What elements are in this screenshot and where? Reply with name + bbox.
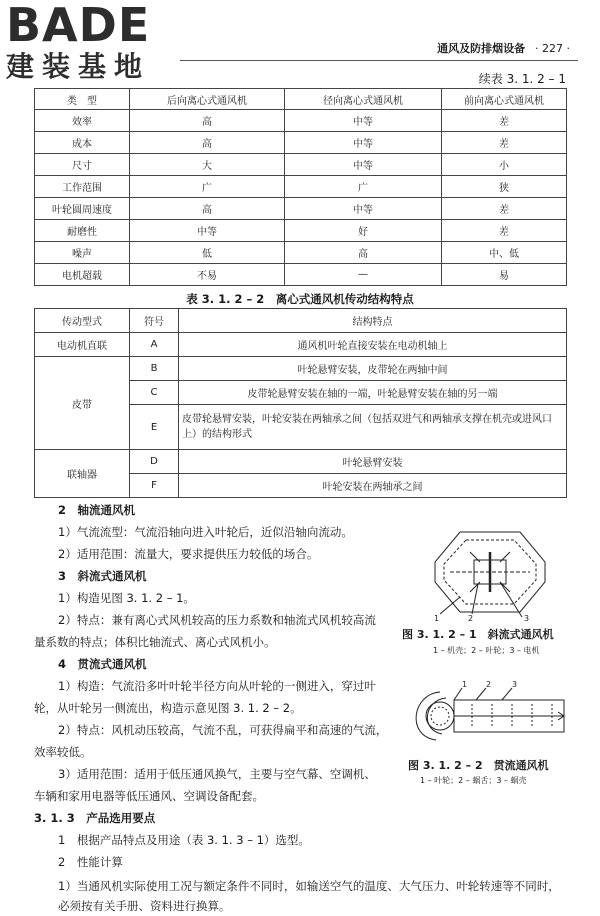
table-cell: 中等: [285, 132, 442, 154]
table-cell: 高: [130, 198, 285, 220]
paragraph: 1）构造：气流沿多叶叶轮半径方向从叶轮的一侧进入，穿过叶: [58, 679, 376, 693]
table-row: [35, 220, 567, 242]
table-cell: 中等: [130, 220, 285, 242]
table-cell: 叶轮圆周速度: [35, 198, 130, 220]
table-cell: 狭: [442, 176, 567, 198]
table-header-row: [35, 89, 567, 110]
paragraph: 车辆和家用电器等低压通风、空调设备配套。: [34, 789, 264, 803]
table-cell: 噪声: [35, 242, 130, 264]
figure-caption: 图 3. 1. 2 – 1 斜流式通风机: [402, 628, 554, 641]
section-heading: 2 轴流通风机: [58, 503, 136, 517]
table-cell: 不易: [130, 264, 285, 286]
paragraph-line: 1）当通风机实际使用工况与额定条件不同时，如输送空气的温度、大气压力、叶轮转速等不同: [58, 879, 537, 893]
table-cell: 工作范围: [35, 176, 130, 198]
paragraph: 效率较低。: [34, 745, 92, 759]
table-row: [35, 450, 567, 474]
section-heading: 3. 1. 3 产品选用要点: [34, 811, 156, 825]
table-cell: D: [130, 450, 179, 474]
table-cell: 尺寸: [35, 154, 130, 176]
table-cell: 好: [285, 220, 442, 242]
section-heading: 3 斜流式通风机: [58, 569, 147, 583]
paragraph: 1）气流流型：气流沿轴向进入叶轮后，近似沿轴向流动。: [58, 525, 353, 539]
table-cell: 中等: [285, 154, 442, 176]
table-cell: 易: [442, 264, 567, 286]
table-cell: A: [130, 333, 179, 357]
diagram-label: 2: [468, 614, 474, 622]
table-cell: 耐磨性: [35, 220, 130, 242]
table-caption: 表 3. 1. 2 – 2 离心式通风机传动结构特点: [186, 292, 414, 306]
table-cell: 效率: [35, 110, 130, 132]
table-row: [35, 198, 567, 220]
paragraph: 3）适用范围：适用于低压通风换气，主要与空气幕、空调机、: [58, 767, 376, 781]
table-cell: 小: [442, 154, 567, 176]
diagonal-fan-diagram: [410, 522, 570, 622]
paragraph: [58, 876, 568, 916]
fan-comparison-table: [34, 88, 567, 286]
diagram-label: 3: [524, 614, 530, 622]
paragraph: 量系数的特点；体积比轴流式、离心式风机小。: [34, 635, 276, 649]
paragraph: 轮，从叶轮另一侧流出，构造示意见图 3. 1. 2 – 2。: [34, 701, 302, 715]
paragraph: 1）构造见图 3. 1. 2 – 1。: [58, 591, 195, 605]
brand-logo: [6, 2, 176, 84]
column-header: 后向离心式通风机: [130, 89, 285, 110]
diagram-label: 1: [462, 680, 468, 689]
table-cell: C: [130, 381, 179, 405]
table-cell: 差: [442, 198, 567, 220]
logo-wordmark: BADE: [6, 0, 151, 52]
paragraph: 2）特点：兼有离心式风机较高的压力系数和轴流式风机较高流: [58, 613, 376, 627]
diagram-label: 1: [434, 614, 440, 622]
column-header: 传动型式: [35, 309, 130, 333]
table-row: [35, 333, 567, 357]
table-cell: 皮带轮悬臂安装，叶轮安装在两轴承之间（包括双进气和两轴承支撑在机壳或进风口上）的结构形式: [179, 405, 567, 450]
logo-subtitle: 建装基地: [6, 50, 151, 83]
table-cell: —: [285, 264, 442, 286]
table-cell: 中、低: [442, 242, 567, 264]
figure-legend: 1 – 机壳；2 – 叶轮；3 – 电机: [433, 646, 540, 655]
table-cell: 叶轮悬臂安装，皮带轮在两轴中间: [179, 357, 567, 381]
table-row: [35, 176, 567, 198]
paragraph: 1 根据产品特点及用途（表 3. 1. 3 – 1）选型。: [58, 833, 310, 847]
column-header: 符号: [130, 309, 179, 333]
table-header-row: [35, 309, 567, 333]
table-row: [35, 132, 567, 154]
chapter-title: 通风及防排烟设备: [437, 42, 526, 55]
column-header: 前向离心式通风机: [442, 89, 567, 110]
paragraph-line: 时，必须按有关手册、资料进行换算。: [58, 879, 560, 913]
table-cell: 差: [442, 220, 567, 242]
header-rule: [180, 60, 578, 61]
table-cell: 皮带轮悬臂安装在轴的一端，叶轮悬臂安装在轴的另一端: [179, 381, 567, 405]
table-continuation-label: 续表 3. 1. 2 – 1: [478, 72, 566, 86]
section-heading: 4 贯流式通风机: [58, 657, 147, 671]
figure-caption: 图 3. 1. 2 – 2 贯流通风机: [408, 759, 549, 772]
table-cell: 联轴器: [35, 450, 130, 498]
table-cell: 叶轮悬臂安装: [179, 450, 567, 474]
running-header: [437, 40, 570, 56]
table-cell: 电动机直联: [35, 333, 130, 357]
diagram-label: 3: [512, 680, 518, 689]
table-cell: 叶轮安装在两轴承之间: [179, 474, 567, 498]
table-cell: 通风机叶轮直接安装在电动机轴上: [179, 333, 567, 357]
table-cell: 差: [442, 132, 567, 154]
figure-legend: 1 – 叶轮；2 – 蜗舌；3 – 蜗壳: [420, 776, 527, 785]
crossflow-fan-diagram: [402, 680, 577, 750]
table-row: [35, 357, 567, 381]
paragraph: 2）特点：风机动压较高，气流不乱，可获得扁平和高速的气流，: [58, 723, 388, 737]
column-header: 结构特点: [179, 309, 567, 333]
paragraph: 2）适用范围：流量大，要求提供压力较低的场合。: [58, 547, 319, 561]
drive-structure-table: [34, 308, 567, 498]
table-cell: 高: [130, 132, 285, 154]
table-cell: 中等: [285, 110, 442, 132]
table-row: [35, 242, 567, 264]
table-cell: 中等: [285, 198, 442, 220]
table-cell: 电机超载: [35, 264, 130, 286]
table-cell: 差: [442, 110, 567, 132]
column-header: 类 型: [35, 89, 130, 110]
table-cell: 高: [285, 242, 442, 264]
table-row: [35, 264, 567, 286]
column-header: 径向离心式通风机: [285, 89, 442, 110]
table-cell: 大: [130, 154, 285, 176]
page-number: · 227 ·: [535, 42, 570, 55]
table-cell: 成本: [35, 132, 130, 154]
table-cell: F: [130, 474, 179, 498]
table-cell: 广: [130, 176, 285, 198]
table-cell: E: [130, 405, 179, 450]
table-cell: 皮带: [35, 357, 130, 450]
table-row: [35, 154, 567, 176]
table-cell: 高: [130, 110, 285, 132]
table-cell: 低: [130, 242, 285, 264]
table-cell: B: [130, 357, 179, 381]
paragraph: 2 性能计算: [58, 855, 123, 869]
diagram-label: 2: [486, 680, 492, 689]
table-row: [35, 110, 567, 132]
table-cell: 广: [285, 176, 442, 198]
